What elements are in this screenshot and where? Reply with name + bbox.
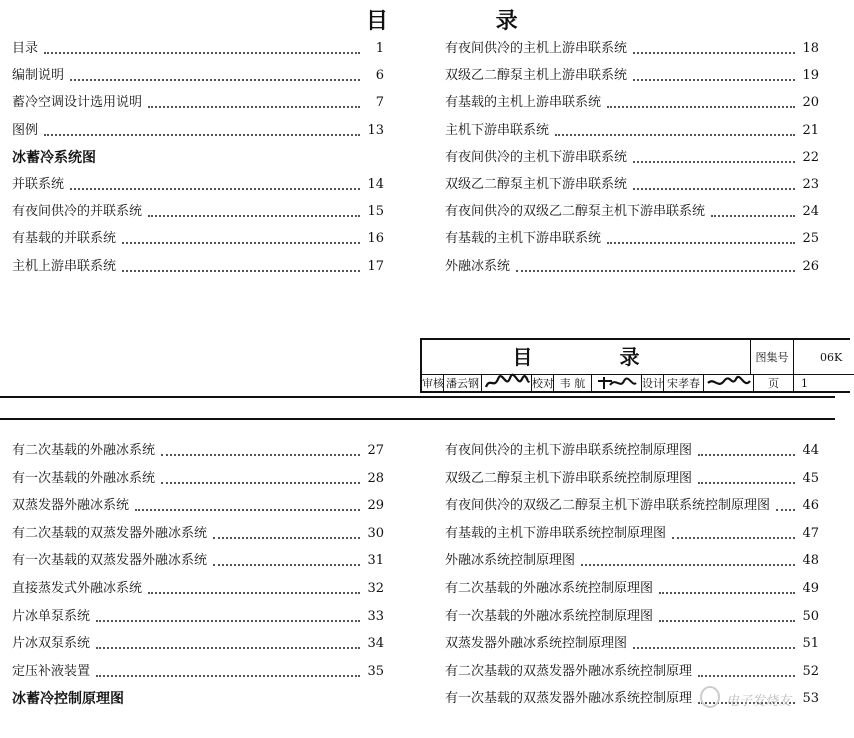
toc-entry-label: 有夜间供冷的双级乙二醇泵主机下游串联系统 xyxy=(445,204,706,220)
toc-entry-page: 52 xyxy=(802,663,819,679)
toc-entry-page: 22 xyxy=(802,149,819,165)
signature-scribble-2 xyxy=(594,375,640,391)
toc-entry-label: 片冰单泵系统 xyxy=(12,608,91,624)
toc-entry-label: 有基载的主机下游串联系统 xyxy=(445,231,602,247)
toc-entry[interactable] xyxy=(445,93,819,113)
review-label: 审核 xyxy=(422,375,444,393)
page-label: 页 xyxy=(754,375,794,393)
toc-entry-label: 目录 xyxy=(12,41,39,56)
toc-entry[interactable] xyxy=(445,634,819,654)
signature-row xyxy=(422,375,852,393)
watermark-logo-icon xyxy=(700,686,720,708)
toc-entry[interactable] xyxy=(12,496,384,516)
toc-entry-label: 有夜间供冷的主机下游串联系统控制原理图 xyxy=(445,443,693,458)
toc-entry-page: 29 xyxy=(367,498,384,514)
atlas-number-value: 06K xyxy=(794,340,854,375)
toc-entry-page: 48 xyxy=(802,553,819,569)
dot-leader xyxy=(122,242,360,244)
toc-entry[interactable] xyxy=(12,634,384,654)
dot-leader xyxy=(96,675,360,677)
toc-entry-page: 49 xyxy=(802,581,819,596)
toc-entry[interactable] xyxy=(445,607,819,627)
toc-entry-label: 蓄冷空调设计选用说明 xyxy=(12,95,143,111)
dot-leader xyxy=(96,647,360,649)
toc-entry-label: 有一次基载的双蒸发器外融冰系统 xyxy=(12,553,208,569)
dot-leader xyxy=(633,647,795,649)
toc-entry[interactable] xyxy=(12,121,384,141)
toc-entry[interactable] xyxy=(445,551,819,571)
toc-entry-page: 27 xyxy=(367,443,384,458)
toc-entry-page: 44 xyxy=(802,443,819,458)
designer-name: 宋孝春 xyxy=(664,375,704,393)
toc-entry-label: 双级乙二醇泵主机下游串联系统 xyxy=(445,177,628,192)
toc-entry[interactable] xyxy=(445,441,819,461)
toc-entry-page: 26 xyxy=(802,258,819,274)
toc-entry-page: 18 xyxy=(802,41,819,56)
toc-entry-page: 32 xyxy=(367,581,384,596)
toc-entry-page: 16 xyxy=(367,231,384,247)
toc-entry-page: 45 xyxy=(802,470,819,486)
dot-leader xyxy=(607,106,795,108)
toc-entry-page: 7 xyxy=(375,95,384,111)
signature-scribble-3 xyxy=(706,375,752,391)
toc-entry-page: 51 xyxy=(802,636,819,652)
dot-leader xyxy=(633,161,795,163)
separator-line-1 xyxy=(0,396,835,398)
toc-entry-page: 50 xyxy=(802,608,819,624)
toc-entry-page: 28 xyxy=(367,470,384,486)
toc-entry-label: 有夜间供冷的主机上游串联系统 xyxy=(445,41,628,56)
toc-entry-page: 24 xyxy=(802,204,819,220)
toc-entry[interactable] xyxy=(12,662,384,682)
dot-leader xyxy=(135,509,360,511)
page-title: 目 录 xyxy=(366,8,568,34)
toc-entry-page: 13 xyxy=(367,122,384,138)
toc-entry-label: 有二次基载的外融冰系统 xyxy=(12,443,156,458)
toc-entry-label: 定压补液装置 xyxy=(12,663,91,679)
page-value: 1 xyxy=(801,377,808,390)
toc-entry-label: 双蒸发器外融冰系统 xyxy=(12,498,130,514)
toc-entry-label: 双级乙二醇泵主机上游串联系统 xyxy=(445,68,628,84)
toc-entry[interactable] xyxy=(445,579,819,599)
dot-leader xyxy=(776,509,795,511)
dot-leader xyxy=(148,592,360,594)
toc-entry-page: 35 xyxy=(367,663,384,679)
toc-entry-label: 外融冰系统 xyxy=(445,258,511,274)
dot-leader xyxy=(516,270,795,272)
dot-leader xyxy=(607,242,795,244)
toc-entry-label: 双蒸发器外融冰系统控制原理图 xyxy=(445,636,628,652)
toc-entry-page: 21 xyxy=(802,122,819,138)
toc-entry-label: 有基载的并联系统 xyxy=(12,231,117,247)
toc-entry-label: 有夜间供冷的并联系统 xyxy=(12,204,143,220)
toc-entry[interactable] xyxy=(12,39,384,59)
dot-leader xyxy=(659,620,795,622)
toc-entry-label: 直接蒸发式外融冰系统 xyxy=(12,581,143,596)
toc-entry[interactable] xyxy=(12,441,384,461)
toc-entry-label: 主机下游串联系统 xyxy=(445,122,550,138)
watermark-text: 电子发烧友 xyxy=(726,694,792,709)
toc-entry[interactable] xyxy=(12,551,384,571)
dot-leader xyxy=(633,79,795,81)
section-heading: 冰蓄冷系统图 xyxy=(12,149,96,166)
toc-entry[interactable] xyxy=(445,39,819,59)
toc-entry[interactable] xyxy=(12,579,384,599)
dot-leader xyxy=(633,188,795,190)
toc-entry-page: 31 xyxy=(367,553,384,569)
dot-leader xyxy=(581,564,795,566)
toc-entry-label: 有一次基载的双蒸发器外融冰系统控制原理 xyxy=(445,691,693,707)
toc-entry-page: 30 xyxy=(367,525,384,541)
toc-entry[interactable] xyxy=(12,93,384,113)
reviewer-name: 潘云钢 xyxy=(444,375,482,393)
dot-leader xyxy=(44,134,360,136)
toc-entry-label: 并联系统 xyxy=(12,177,65,192)
toc-entry-page: 53 xyxy=(802,691,819,707)
toc-entry-label: 有夜间供冷的双级乙二醇泵主机下游串联系统控制原理图 xyxy=(445,498,771,514)
toc-entry-page: 47 xyxy=(802,525,819,541)
toc-entry[interactable] xyxy=(445,469,819,489)
dot-leader xyxy=(698,675,795,677)
toc-entry-label: 有夜间供冷的主机下游串联系统 xyxy=(445,149,628,165)
checker-signature xyxy=(592,375,642,393)
toc-entry-label: 有一次基载的外融冰系统控制原理图 xyxy=(445,608,654,624)
dot-leader xyxy=(672,537,795,539)
toc-entry-page: 46 xyxy=(802,498,819,514)
toc-entry-label: 有基载的主机上游串联系统 xyxy=(445,95,602,111)
dot-leader xyxy=(161,482,360,484)
title-block xyxy=(420,338,850,393)
toc-entry-page: 20 xyxy=(802,95,819,111)
toc-entry[interactable] xyxy=(12,607,384,627)
designer-signature xyxy=(704,375,754,393)
toc-entry-page: 1 xyxy=(375,41,384,56)
toc-entry[interactable] xyxy=(12,175,384,195)
separator-line-2 xyxy=(0,418,835,420)
toc-entry-page: 17 xyxy=(367,258,384,274)
toc-entry[interactable] xyxy=(445,662,819,682)
checker-name: 韦 航 xyxy=(554,375,592,393)
toc-entry[interactable] xyxy=(12,202,384,222)
toc-entry[interactable] xyxy=(445,229,819,249)
toc-entry[interactable] xyxy=(445,175,819,195)
dot-leader xyxy=(213,537,360,539)
toc-entry-page: 23 xyxy=(802,177,819,192)
toc-entry-label: 有基载的主机下游串联系统控制原理图 xyxy=(445,525,667,541)
dot-leader xyxy=(698,482,795,484)
toc-entry-page: 25 xyxy=(802,231,819,247)
dot-leader xyxy=(148,106,360,108)
check-label: 校对 xyxy=(532,375,554,393)
dot-leader xyxy=(555,134,795,136)
toc-entry-page: 15 xyxy=(367,204,384,220)
toc-entry[interactable] xyxy=(12,66,384,86)
toc-entry-label: 有二次基载的外融冰系统控制原理图 xyxy=(445,581,654,596)
section-heading: 冰蓄冷控制原理图 xyxy=(12,691,124,708)
toc-entry-label: 主机上游串联系统 xyxy=(12,258,117,274)
toc-entry[interactable] xyxy=(12,524,384,544)
toc-entry[interactable] xyxy=(445,257,819,277)
toc-entry-page: 33 xyxy=(367,608,384,624)
toc-entry-label: 图例 xyxy=(12,122,39,138)
toc-entry-label: 有一次基载的外融冰系统 xyxy=(12,470,156,486)
toc-entry[interactable] xyxy=(12,229,384,249)
toc-entry-label: 有二次基载的双蒸发器外融冰系统控制原理 xyxy=(445,663,693,679)
dot-leader xyxy=(44,52,360,54)
toc-entry-page: 6 xyxy=(375,68,384,84)
design-label: 设计 xyxy=(642,375,664,393)
toc-entry-page: 19 xyxy=(802,68,819,84)
toc-entry[interactable] xyxy=(445,202,819,222)
dot-leader xyxy=(96,620,360,622)
signature-scribble-1 xyxy=(484,375,530,391)
toc-entry[interactable] xyxy=(12,469,384,489)
dot-leader xyxy=(161,454,360,456)
dot-leader xyxy=(698,454,795,456)
title-block-main: 目 录 xyxy=(422,340,751,375)
toc-entry-label: 编制说明 xyxy=(12,68,65,84)
toc-entry-label: 有二次基载的双蒸发器外融冰系统 xyxy=(12,525,208,541)
dot-leader xyxy=(711,215,795,217)
dot-leader xyxy=(213,564,360,566)
dot-leader xyxy=(633,52,795,54)
toc-entry-label: 双级乙二醇泵主机下游串联系统控制原理图 xyxy=(445,470,693,486)
dot-leader xyxy=(122,270,360,272)
toc-entry[interactable] xyxy=(445,148,819,168)
toc-entry[interactable] xyxy=(445,121,819,141)
dot-leader xyxy=(70,79,360,81)
toc-entry-page: 34 xyxy=(367,636,384,652)
dot-leader xyxy=(659,592,795,594)
atlas-number-label: 图集号 xyxy=(751,340,794,375)
toc-entry[interactable] xyxy=(445,524,819,544)
toc-entry-label: 片冰双泵系统 xyxy=(12,636,91,652)
toc-entry[interactable] xyxy=(445,66,819,86)
dot-leader xyxy=(148,215,360,217)
toc-entry[interactable] xyxy=(445,496,819,516)
dot-leader xyxy=(70,188,360,190)
toc-entry-page: 14 xyxy=(367,177,384,192)
toc-entry-label: 外融冰系统控制原理图 xyxy=(445,553,576,569)
reviewer-signature xyxy=(482,375,532,393)
toc-entry[interactable] xyxy=(12,257,384,277)
